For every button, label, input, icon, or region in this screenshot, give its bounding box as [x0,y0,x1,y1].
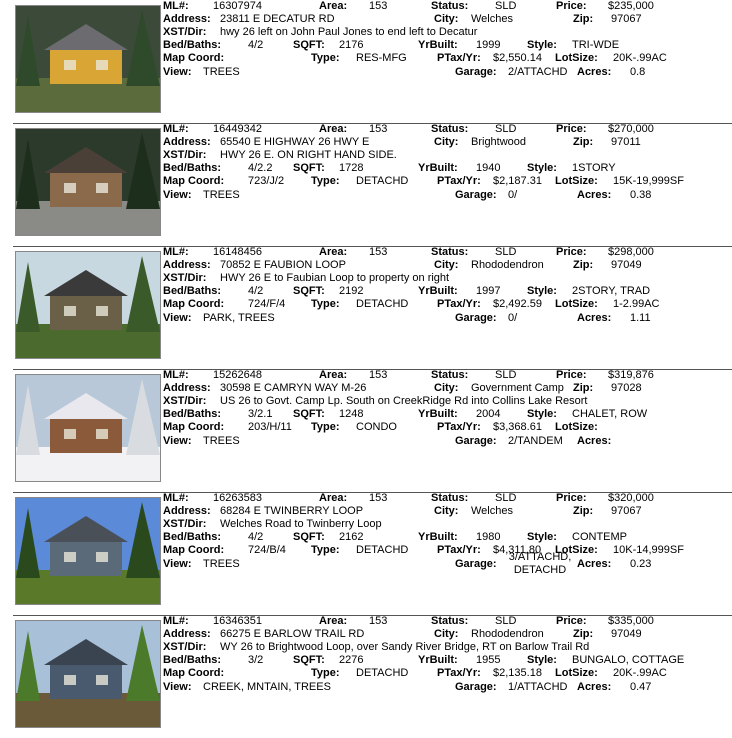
field-label-xst: XST/Dir: [163,518,207,530]
field-value-map: 203/H/11 [248,421,292,433]
house-photo-drawing [16,252,160,358]
field-value-map: 724/B/4 [248,544,286,556]
field-label-status: Status: [431,369,469,381]
house-photo-drawing [16,498,160,604]
field-value-city: Brightwood [471,136,527,148]
field-value-price: $270,000 [608,123,654,135]
field-label-style: Style: [527,654,557,666]
field-label-style: Style: [527,408,557,420]
field-value-garage: 0/ [508,312,518,324]
field-label-view: View: [163,681,192,693]
field-value-acres: 1.11 [630,312,651,324]
field-label-garage: Garage: [455,681,497,693]
field-label-ml: ML#: [163,123,189,135]
field-value-lotsize: 15K-19,999SF [613,175,684,187]
field-label-sqft: SQFT: [293,654,325,666]
field-value-type: DETACHD [356,298,409,310]
field-label-type: Type: [311,544,340,556]
field-value-ml: 16346351 [213,615,262,627]
field-label-price: Price: [556,0,587,12]
field-label-area: Area: [319,246,348,258]
field-value-city: Welches [471,13,513,25]
field-value-ml: 15262648 [213,369,262,381]
field-label-lotsize: LotSize: [555,175,598,187]
field-label-sqft: SQFT: [293,39,325,51]
field-value-view: TREES [203,189,240,201]
field-value-price: $235,000 [608,0,654,12]
field-value-ml: 16307974 [213,0,262,12]
field-label-price: Price: [556,369,587,381]
field-label-bed: Bed/Baths: [163,408,222,420]
field-value-lotsize: 1-2.99AC [613,298,660,310]
field-value-style: 1STORY [572,162,616,174]
field-label-area: Area: [319,123,348,135]
field-value-yrbuilt: 1955 [476,654,501,666]
field-label-acres: Acres: [577,189,612,201]
field-label-sqft: SQFT: [293,408,325,420]
field-label-map: Map Coord: [163,298,225,310]
field-value-map: 723/J/2 [248,175,285,187]
field-value-bed: 4/2.2 [248,162,273,174]
field-label-lotsize: LotSize: [555,667,598,679]
field-value-type: RES-MFG [356,52,407,64]
field-value-xst: WY 26 to Brightwood Loop, over Sandy River Bridge, RT on Barlow Trail Rd [220,641,590,653]
field-value-style: 2STORY, TRAD [572,285,651,297]
field-value-bed: 4/2 [248,285,264,297]
house-photo[interactable] [15,374,161,482]
listing-card [0,492,732,615]
field-label-address: Address: [163,259,211,271]
field-label-bed: Bed/Baths: [163,162,222,174]
field-value-ptax: $3,368.61 [493,421,542,433]
field-value-xst: Welches Road to Twinberry Loop [220,518,382,530]
field-value-area: 153 [369,615,388,627]
field-label-garage: Garage: [455,312,497,324]
field-value-type: DETACHD [356,544,409,556]
field-label-ml: ML#: [163,615,189,627]
field-label-city: City: [434,628,459,640]
listing-card [0,123,732,246]
field-value-address: 30598 E CAMRYN WAY M-26 [220,382,367,394]
field-value-yrbuilt: 1940 [476,162,501,174]
field-label-ptax: PTax/Yr: [437,298,481,310]
field-value-zip: 97011 [611,136,641,148]
field-value-view: TREES [203,435,240,447]
field-label-map: Map Coord: [163,175,225,187]
listing-card [0,369,732,492]
field-label-bed: Bed/Baths: [163,654,222,666]
field-label-style: Style: [527,285,557,297]
field-label-acres: Acres: [577,435,612,447]
field-value-style: CONTEMP [572,531,627,543]
field-value-status: SLD [495,246,517,258]
field-label-area: Area: [319,615,348,627]
field-value-bed: 4/2 [248,531,264,543]
field-label-xst: XST/Dir: [163,149,207,161]
field-value-view: CREEK, MNTAIN, TREES [203,681,331,693]
field-value-ml: 16263583 [213,492,262,504]
field-value-garage: 2/TANDEM [508,435,563,447]
field-label-ml: ML#: [163,369,189,381]
field-value-sqft: 2276 [339,654,364,666]
field-label-address: Address: [163,505,211,517]
field-value-xst: HWY 26 E. ON RIGHT HAND SIDE. [220,149,397,161]
field-value-city: Welches [471,505,513,517]
field-label-city: City: [434,382,459,394]
field-value-city: Government Camp [471,382,564,394]
field-label-address: Address: [163,13,211,25]
field-value-area: 153 [369,492,388,504]
field-label-view: View: [163,189,192,201]
field-label-acres: Acres: [577,66,612,78]
field-value-xst: HWY 26 E to Faubian Loop to property on right [220,272,450,284]
field-value-type: CONDO [356,421,397,433]
field-value-ptax: $2,550.14 [493,52,542,64]
field-value-style: TRI-WDE [572,39,620,51]
field-label-status: Status: [431,492,469,504]
field-value-area: 153 [369,123,388,135]
field-label-sqft: SQFT: [293,162,325,174]
field-value-sqft: 1728 [339,162,364,174]
field-value-sqft: 2192 [339,285,364,297]
field-label-map: Map Coord: [163,52,225,64]
field-value-garage: 3/ATTACHD, DETACHD [508,551,572,576]
field-value-bed: 3/2.1 [248,408,273,420]
field-label-zip: Zip: [573,382,594,394]
field-label-area: Area: [319,0,348,12]
field-label-address: Address: [163,382,211,394]
field-value-zip: 97049 [611,628,642,640]
field-value-zip: 97067 [611,13,642,25]
field-label-map: Map Coord: [163,421,225,433]
field-value-zip: 97049 [611,259,642,271]
field-label-type: Type: [311,421,340,433]
house-photo-drawing [16,6,160,112]
field-value-garage: 0/ [508,189,518,201]
field-value-area: 153 [369,369,388,381]
field-value-sqft: 2162 [339,531,364,543]
field-value-status: SLD [495,615,517,627]
listing-card [0,0,732,123]
listing-card [0,615,732,738]
house-photo[interactable] [15,620,161,728]
field-value-address: 66275 E BARLOW TRAIL RD [220,628,365,640]
field-label-type: Type: [311,52,340,64]
field-label-city: City: [434,13,459,25]
field-label-zip: Zip: [573,13,594,25]
field-label-bed: Bed/Baths: [163,531,222,543]
house-photo[interactable] [15,251,161,359]
field-value-view: PARK, TREES [203,312,275,324]
field-value-type: DETACHD [356,175,409,187]
field-label-sqft: SQFT: [293,531,325,543]
field-label-garage: Garage: [455,189,497,201]
house-photo[interactable] [15,497,161,605]
field-label-lotsize: LotSize: [555,52,598,64]
field-value-price: $319,876 [608,369,654,381]
field-label-bed: Bed/Baths: [163,39,222,51]
field-label-view: View: [163,558,192,570]
field-label-status: Status: [431,615,469,627]
field-value-style: BUNGALO, COTTAGE [572,654,685,666]
field-label-yrbuilt: YrBuilt: [418,654,458,666]
field-label-ptax: PTax/Yr: [437,175,481,187]
field-value-type: DETACHD [356,667,409,679]
field-value-status: SLD [495,369,517,381]
field-value-lotsize: 20K-.99AC [613,667,667,679]
field-label-ml: ML#: [163,246,189,258]
listing-card [0,246,732,369]
field-label-yrbuilt: YrBuilt: [418,531,458,543]
field-value-area: 153 [369,0,388,12]
field-label-map: Map Coord: [163,667,225,679]
field-label-garage: Garage: [455,558,497,570]
field-value-yrbuilt: 1980 [476,531,501,543]
field-value-bed: 3/2 [248,654,264,666]
field-value-zip: 97028 [611,382,642,394]
house-photo-drawing [16,375,160,481]
field-value-view: TREES [203,558,240,570]
field-value-lotsize: 20K-.99AC [613,52,667,64]
field-label-lotsize: LotSize: [555,298,598,310]
field-value-view: TREES [203,66,240,78]
field-value-ml: 16449342 [213,123,262,135]
field-value-lotsize: 10K-14,999SF [613,544,684,556]
field-value-area: 153 [369,246,388,258]
field-label-acres: Acres: [577,558,612,570]
field-value-city: Rhododendron [471,259,544,271]
field-label-style: Style: [527,531,557,543]
field-value-ptax: $2,135.18 [493,667,542,679]
field-label-ptax: PTax/Yr: [437,52,481,64]
field-label-address: Address: [163,136,211,148]
field-value-yrbuilt: 2004 [476,408,501,420]
field-label-sqft: SQFT: [293,285,325,297]
field-label-lotsize: LotSize: [555,544,598,556]
field-value-status: SLD [495,492,517,504]
field-value-price: $335,000 [608,615,654,627]
field-value-acres: 0.23 [630,558,652,570]
field-label-address: Address: [163,628,211,640]
field-value-yrbuilt: 1997 [476,285,501,297]
field-label-price: Price: [556,615,587,627]
field-value-address: 68284 E TWINBERRY LOOP [220,505,364,517]
field-label-yrbuilt: YrBuilt: [418,408,458,420]
field-label-ptax: PTax/Yr: [437,421,481,433]
field-label-garage: Garage: [455,435,497,447]
field-label-xst: XST/Dir: [163,395,207,407]
field-value-garage: 2/ATTACHD [508,66,568,78]
field-label-view: View: [163,312,192,324]
field-value-xst: hwy 26 left on John Paul Jones to end left to Decatur [220,26,478,38]
field-label-zip: Zip: [573,259,594,271]
field-value-sqft: 2176 [339,39,364,51]
house-photo[interactable] [15,5,161,113]
house-photo-drawing [16,621,160,727]
field-value-acres: 0.8 [630,66,646,78]
field-label-style: Style: [527,39,557,51]
field-label-price: Price: [556,123,587,135]
field-value-style: CHALET, ROW [572,408,648,420]
field-label-status: Status: [431,246,469,258]
field-label-map: Map Coord: [163,544,225,556]
field-label-ptax: PTax/Yr: [437,667,481,679]
field-value-ml: 16148456 [213,246,262,258]
field-value-address: 23811 E DECATUR RD [220,13,335,25]
field-label-acres: Acres: [577,312,612,324]
field-value-xst: US 26 to Govt. Camp Lp. South on CreekRidge Rd into Collins Lake Resort [220,395,588,407]
field-value-ptax: $2,492.59 [493,298,542,310]
field-label-zip: Zip: [573,628,594,640]
field-label-city: City: [434,136,459,148]
field-value-price: $320,000 [608,492,654,504]
field-label-ptax: PTax/Yr: [437,544,481,556]
field-value-address: 70852 E FAUBION LOOP [220,259,346,271]
field-label-xst: XST/Dir: [163,272,207,284]
field-value-ptax: $2,187.31 [493,175,542,187]
field-label-view: View: [163,435,192,447]
field-value-ptax: $4,311.80 [493,544,542,556]
field-value-price: $298,000 [608,246,654,258]
field-label-status: Status: [431,0,469,12]
field-value-address: 65540 E HIGHWAY 26 HWY E [220,136,370,148]
field-label-bed: Bed/Baths: [163,285,222,297]
field-value-zip: 97067 [611,505,642,517]
field-label-city: City: [434,259,459,271]
field-label-city: City: [434,505,459,517]
field-value-status: SLD [495,0,517,12]
field-label-view: View: [163,66,192,78]
field-label-type: Type: [311,175,340,187]
field-value-acres: 0.47 [630,681,652,693]
field-label-xst: XST/Dir: [163,26,207,38]
field-label-type: Type: [311,298,340,310]
field-label-yrbuilt: YrBuilt: [418,285,458,297]
house-photo[interactable] [15,128,161,236]
house-photo-drawing [16,129,160,235]
field-value-bed: 4/2 [248,39,264,51]
field-label-zip: Zip: [573,136,594,148]
field-label-style: Style: [527,162,557,174]
field-label-lotsize: LotSize: [555,421,598,433]
field-value-garage: 1/ATTACHD [508,681,568,693]
field-label-status: Status: [431,123,469,135]
field-value-status: SLD [495,123,517,135]
field-label-yrbuilt: YrBuilt: [418,162,458,174]
field-label-zip: Zip: [573,505,594,517]
field-label-area: Area: [319,369,348,381]
field-label-acres: Acres: [577,681,612,693]
field-label-type: Type: [311,667,340,679]
field-value-yrbuilt: 1999 [476,39,501,51]
field-label-yrbuilt: YrBuilt: [418,39,458,51]
field-label-price: Price: [556,492,587,504]
field-label-xst: XST/Dir: [163,641,207,653]
field-value-map: 724/F/4 [248,298,286,310]
field-value-city: Rhododendron [471,628,544,640]
field-value-acres: 0.38 [630,189,652,201]
field-label-garage: Garage: [455,66,497,78]
field-label-price: Price: [556,246,587,258]
field-label-ml: ML#: [163,0,189,12]
field-label-ml: ML#: [163,492,189,504]
field-value-sqft: 1248 [339,408,364,420]
field-label-area: Area: [319,492,348,504]
